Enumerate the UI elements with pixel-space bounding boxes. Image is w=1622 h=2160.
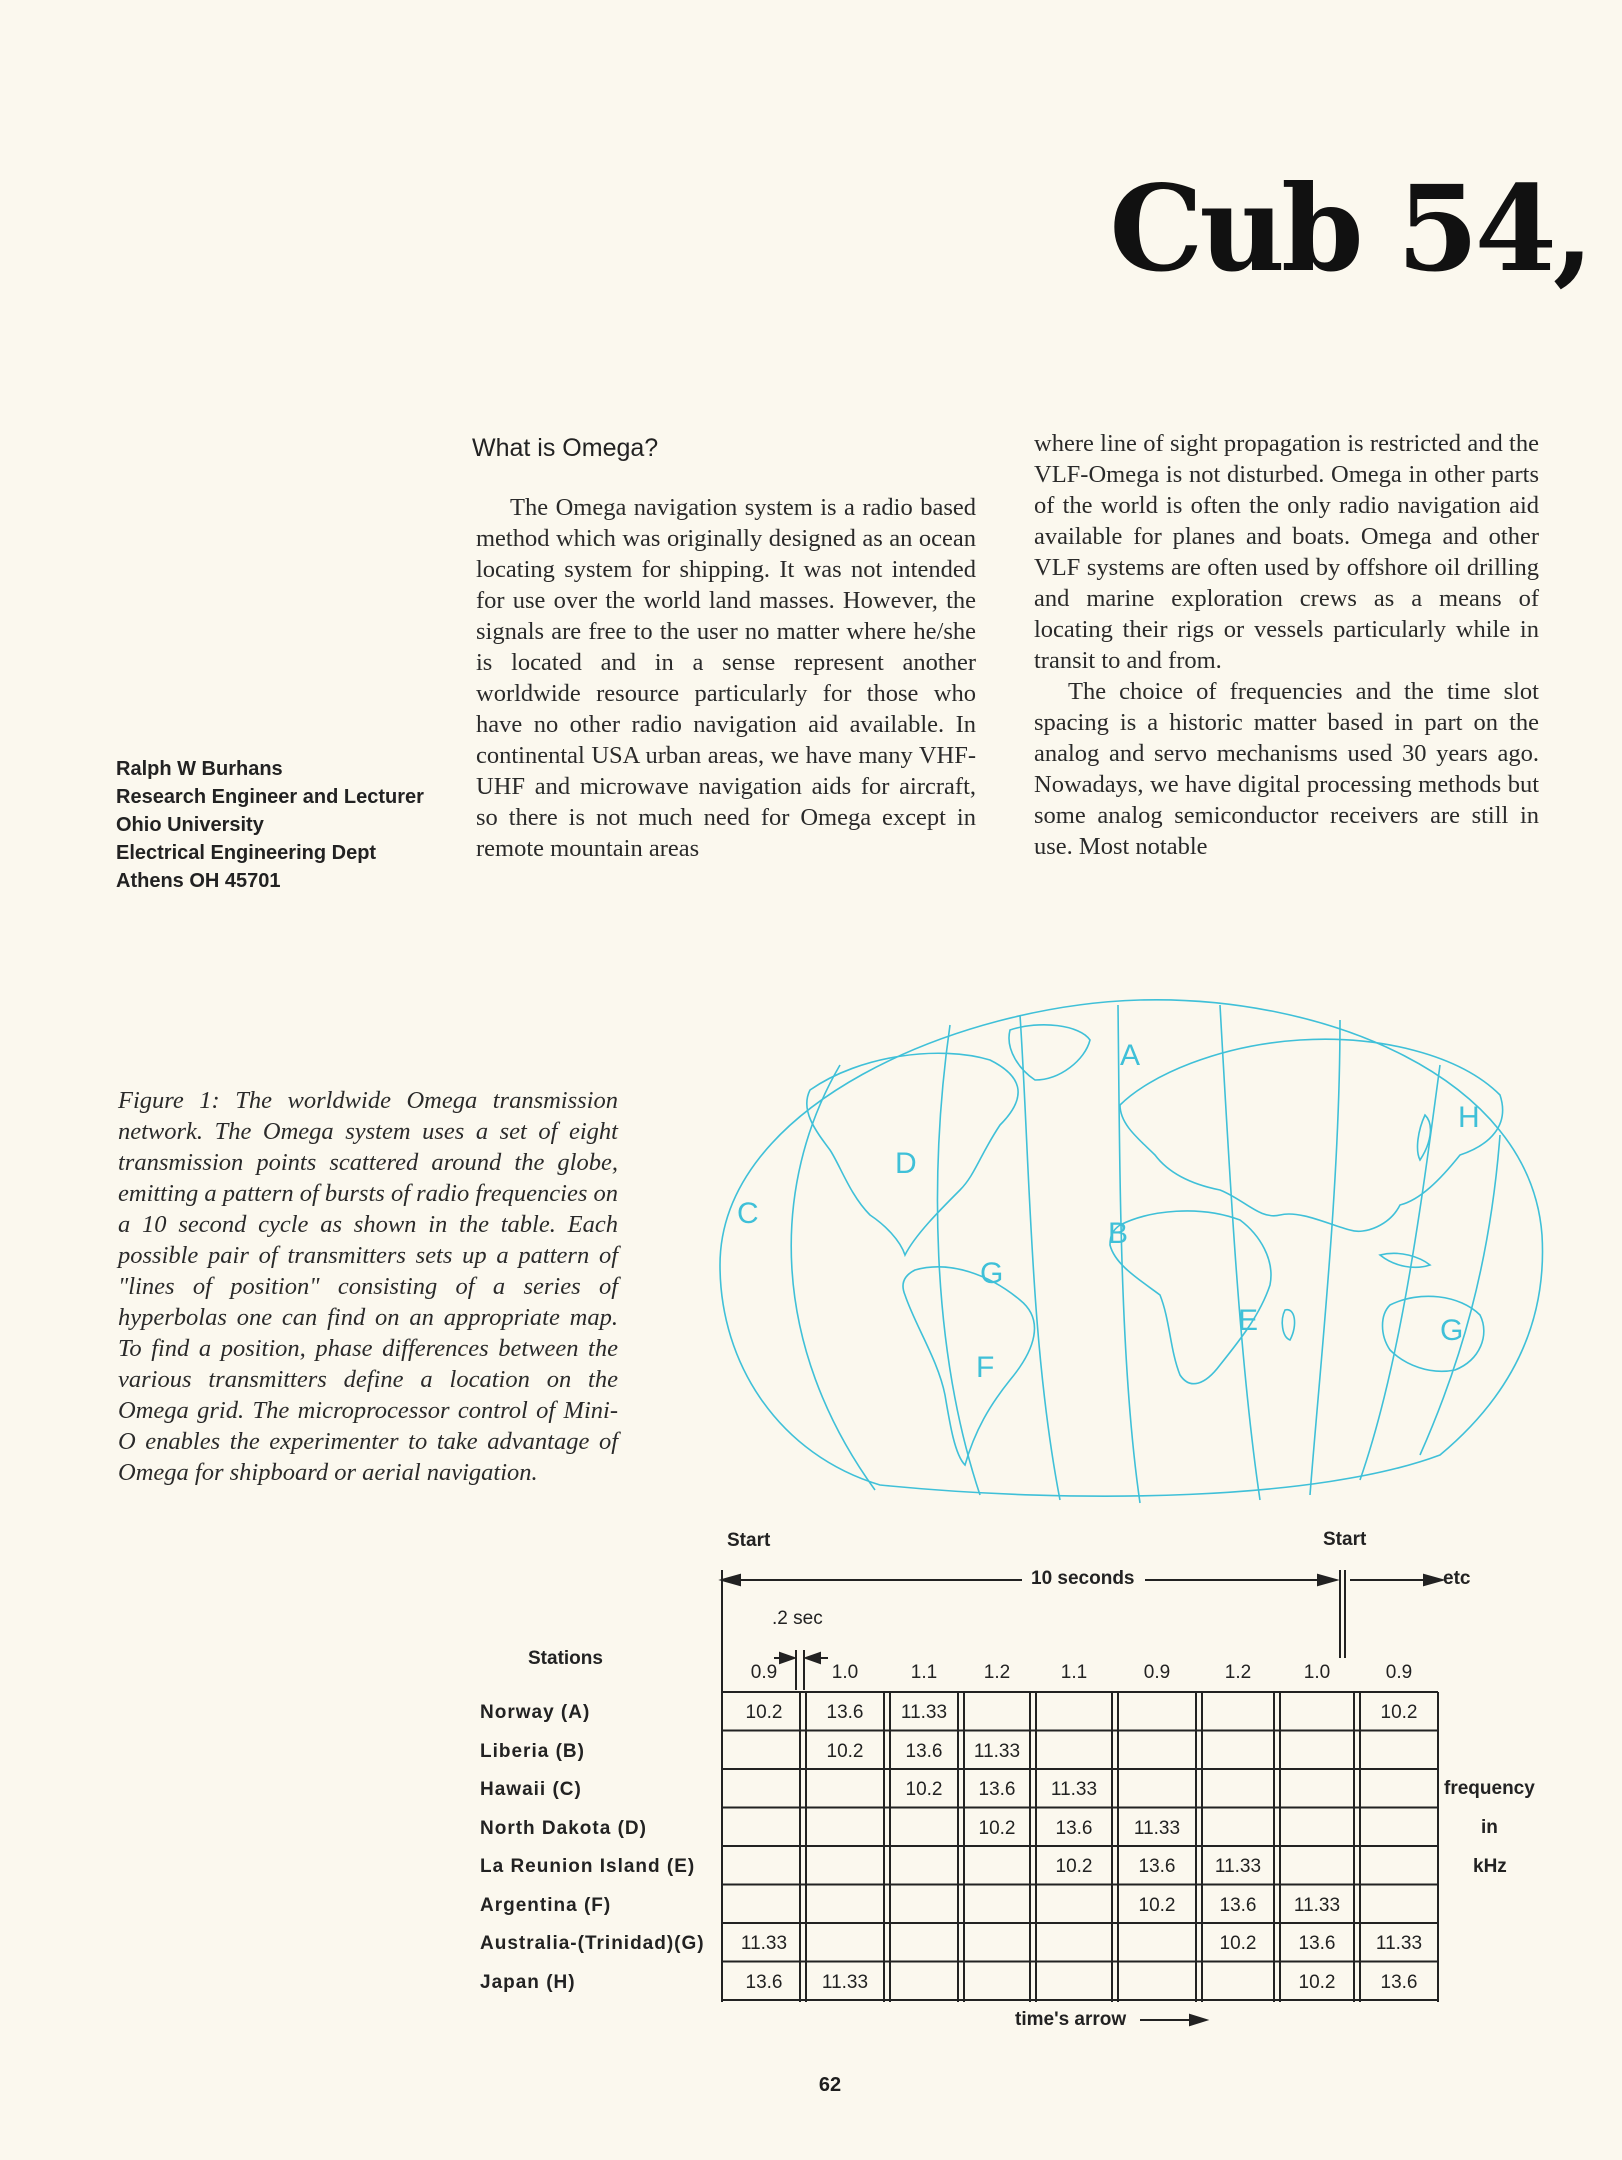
author-institution: Ohio University bbox=[116, 814, 264, 836]
map-label-f: F bbox=[976, 1351, 995, 1384]
arrow-head-right bbox=[1318, 1575, 1336, 1585]
zone-line bbox=[1310, 1020, 1340, 1495]
frequency-cell: 10.2 bbox=[1138, 1894, 1176, 1916]
slot-duration: 1.0 bbox=[831, 1662, 859, 1683]
map-label-b: B bbox=[1108, 1217, 1129, 1250]
station-name: Norway (A) bbox=[480, 1702, 591, 1723]
unit-label-khz: kHz bbox=[1473, 1856, 1507, 1877]
unit-label-frequency: frequency bbox=[1444, 1778, 1535, 1799]
frequency-cell: 10.2 bbox=[745, 1702, 783, 1723]
frequency-cell: 10.2 bbox=[1380, 1702, 1418, 1723]
zone-line bbox=[791, 1065, 875, 1490]
frequency-cell: 11.33 bbox=[1133, 1817, 1181, 1839]
stations-header: Stations bbox=[528, 1648, 603, 1669]
map-label-d: D bbox=[895, 1147, 917, 1180]
frequency-cell: 13.6 bbox=[1055, 1817, 1093, 1839]
frequency-cell: 10.2 bbox=[826, 1740, 864, 1762]
frequency-cell: 13.6 bbox=[1219, 1894, 1257, 1916]
frequency-cell: 13.6 bbox=[905, 1740, 943, 1762]
arrow-head-left bbox=[722, 1575, 740, 1585]
map-label-g-trinidad: G bbox=[980, 1257, 1004, 1290]
slot-duration: 0.9 bbox=[1385, 1662, 1413, 1683]
frequency-cell: 11.33 bbox=[1050, 1779, 1098, 1800]
page-number: 62 bbox=[818, 2074, 842, 2096]
frequency-cell: 11.33 bbox=[821, 1971, 869, 1993]
map-graphic bbox=[720, 1000, 1543, 1503]
frequency-cell: 11.33 bbox=[1375, 1933, 1423, 1954]
paragraph: The choice of frequencies and the time slot spacing is a historic matter based in part on the analog and servo mechanisms used 30 years ago. Nowadays, we have digital processing methods but some analog semiconductor receivers are still in use. Most notable bbox=[1034, 678, 1539, 860]
zone-line bbox=[1118, 1005, 1140, 1503]
etc-label: etc bbox=[1443, 1568, 1471, 1589]
frequency-cell: 11.33 bbox=[1293, 1894, 1341, 1916]
frequency-cell: 10.2 bbox=[1055, 1856, 1093, 1877]
island-madagascar bbox=[1282, 1310, 1294, 1340]
frequency-cell: 10.2 bbox=[1219, 1933, 1257, 1954]
continent-eurasia bbox=[1120, 1039, 1503, 1231]
paragraph: The Omega navigation system is a radio based method which was originally designed as an ocean locating system for shipping. It was not intended for use over the world land masses. However, the signals are free to the user no matter where he/she is located and in a sense represent another worldwide resource particularly for those who have no other radio navigation aid available. In continental USA urban areas, we have many VHF-UHF and microwave navigation aids for aircraft, so there is not much need for Omega except in remote mountain areas bbox=[476, 494, 976, 862]
article-column-1 bbox=[476, 492, 976, 864]
slot-duration: 1.2 bbox=[1224, 1662, 1252, 1683]
map-label-h: H bbox=[1458, 1101, 1480, 1134]
start-label-right: Start bbox=[1323, 1529, 1367, 1550]
slot-duration: 1.0 bbox=[1303, 1662, 1331, 1683]
slot-duration: 0.9 bbox=[750, 1662, 778, 1683]
station-name: Argentina (F) bbox=[480, 1894, 612, 1916]
slot-duration: 1.1 bbox=[910, 1662, 938, 1683]
author-department: Electrical Engineering Dept bbox=[116, 842, 377, 864]
frequency-cell: 10.2 bbox=[978, 1817, 1016, 1839]
station-name: North Dakota (D) bbox=[480, 1817, 647, 1839]
frequency-cell: 13.6 bbox=[826, 1702, 864, 1723]
slot-duration: 1.2 bbox=[983, 1662, 1011, 1683]
continent-south-america bbox=[903, 1267, 1034, 1465]
frequency-cell: 13.6 bbox=[1380, 1971, 1418, 1993]
unit-label-in: in bbox=[1481, 1817, 1498, 1838]
frequency-cell: 10.2 bbox=[905, 1779, 943, 1800]
map-labels bbox=[737, 1039, 1480, 1384]
figure-caption: Figure 1: The worldwide Omega transmission network. The Omega system uses a set of eight transmission points scattered around the globe, emitting a pattern of bursts of radio frequencies on a 10 second cycle as shown in the table. Each possible pair of transmitters sets up a pattern of "lines of position" consisting of a series of hyperbolas one can find on an appropriate map. To find a position, phase differences between the various transmitters define a location on the Omega grid. The microprocessor control of Mini-O enables the experimenter to take advantage of Omega for shipboard or aerial navigation. bbox=[118, 1087, 618, 1486]
station-name: Japan (H) bbox=[480, 1971, 576, 1993]
section-heading: What is Omega? bbox=[472, 434, 659, 462]
map-label-a: A bbox=[1120, 1039, 1141, 1072]
frequency-cell: 11.33 bbox=[900, 1702, 948, 1723]
island-indonesia bbox=[1380, 1253, 1430, 1267]
continent-africa bbox=[1110, 1211, 1271, 1384]
zone-line bbox=[1360, 1065, 1440, 1480]
frequency-cell: 11.33 bbox=[740, 1933, 788, 1954]
omega-world-map bbox=[700, 985, 1550, 1515]
map-label-e: E bbox=[1238, 1304, 1259, 1337]
author-address: Athens OH 45701 bbox=[116, 870, 281, 892]
station-name: Liberia (B) bbox=[480, 1740, 585, 1762]
frequency-cell: 11.33 bbox=[973, 1740, 1021, 1762]
author-byline bbox=[116, 755, 456, 895]
time-arrow-label: time's arrow bbox=[1015, 2009, 1127, 2030]
start-label-left: Start bbox=[727, 1530, 771, 1551]
zone-line bbox=[938, 1025, 980, 1495]
author-role: Research Engineer and Lecturer bbox=[116, 786, 424, 808]
frequency-cell: 11.33 bbox=[1214, 1856, 1262, 1877]
author-name: Ralph W Burhans bbox=[116, 758, 283, 780]
time-arrow-head bbox=[1190, 2015, 1206, 2025]
etc-arrow-head bbox=[1424, 1575, 1442, 1585]
zone-line bbox=[1020, 1015, 1060, 1500]
frequency-cell: 13.6 bbox=[978, 1779, 1016, 1800]
frequency-cell: 13.6 bbox=[1298, 1933, 1336, 1954]
map-label-g-australia: G bbox=[1440, 1314, 1464, 1347]
frequency-cell: 13.6 bbox=[745, 1971, 783, 1993]
map-label-c: C bbox=[737, 1197, 759, 1230]
article-title: Cub 54, bbox=[1109, 159, 1590, 298]
slot-duration: 1.1 bbox=[1060, 1662, 1088, 1683]
article-column-2 bbox=[1034, 428, 1539, 862]
slot-duration: 0.9 bbox=[1143, 1662, 1171, 1683]
station-name: Hawaii (C) bbox=[480, 1779, 582, 1800]
frequency-cell: 13.6 bbox=[1138, 1856, 1176, 1877]
gap-label: .2 sec bbox=[772, 1608, 823, 1629]
cycle-label: 10 seconds bbox=[1025, 1568, 1141, 1590]
station-name: La Reunion Island (E) bbox=[480, 1856, 696, 1877]
station-name: Australia-(Trinidad)(G) bbox=[480, 1933, 705, 1954]
frequency-cell: 10.2 bbox=[1298, 1971, 1336, 1993]
paragraph: where line of sight propagation is restricted and the VLF-Omega is not disturbed. Omega in other parts of the world is often the only radio navigation aid available for planes and boats. Omega and other VLF systems are often used by offshore oil drilling and marine exploration crews as a means of locating their rigs or vessels particularly while in transit to and from. bbox=[1034, 430, 1539, 674]
zone-line bbox=[1220, 1005, 1260, 1500]
